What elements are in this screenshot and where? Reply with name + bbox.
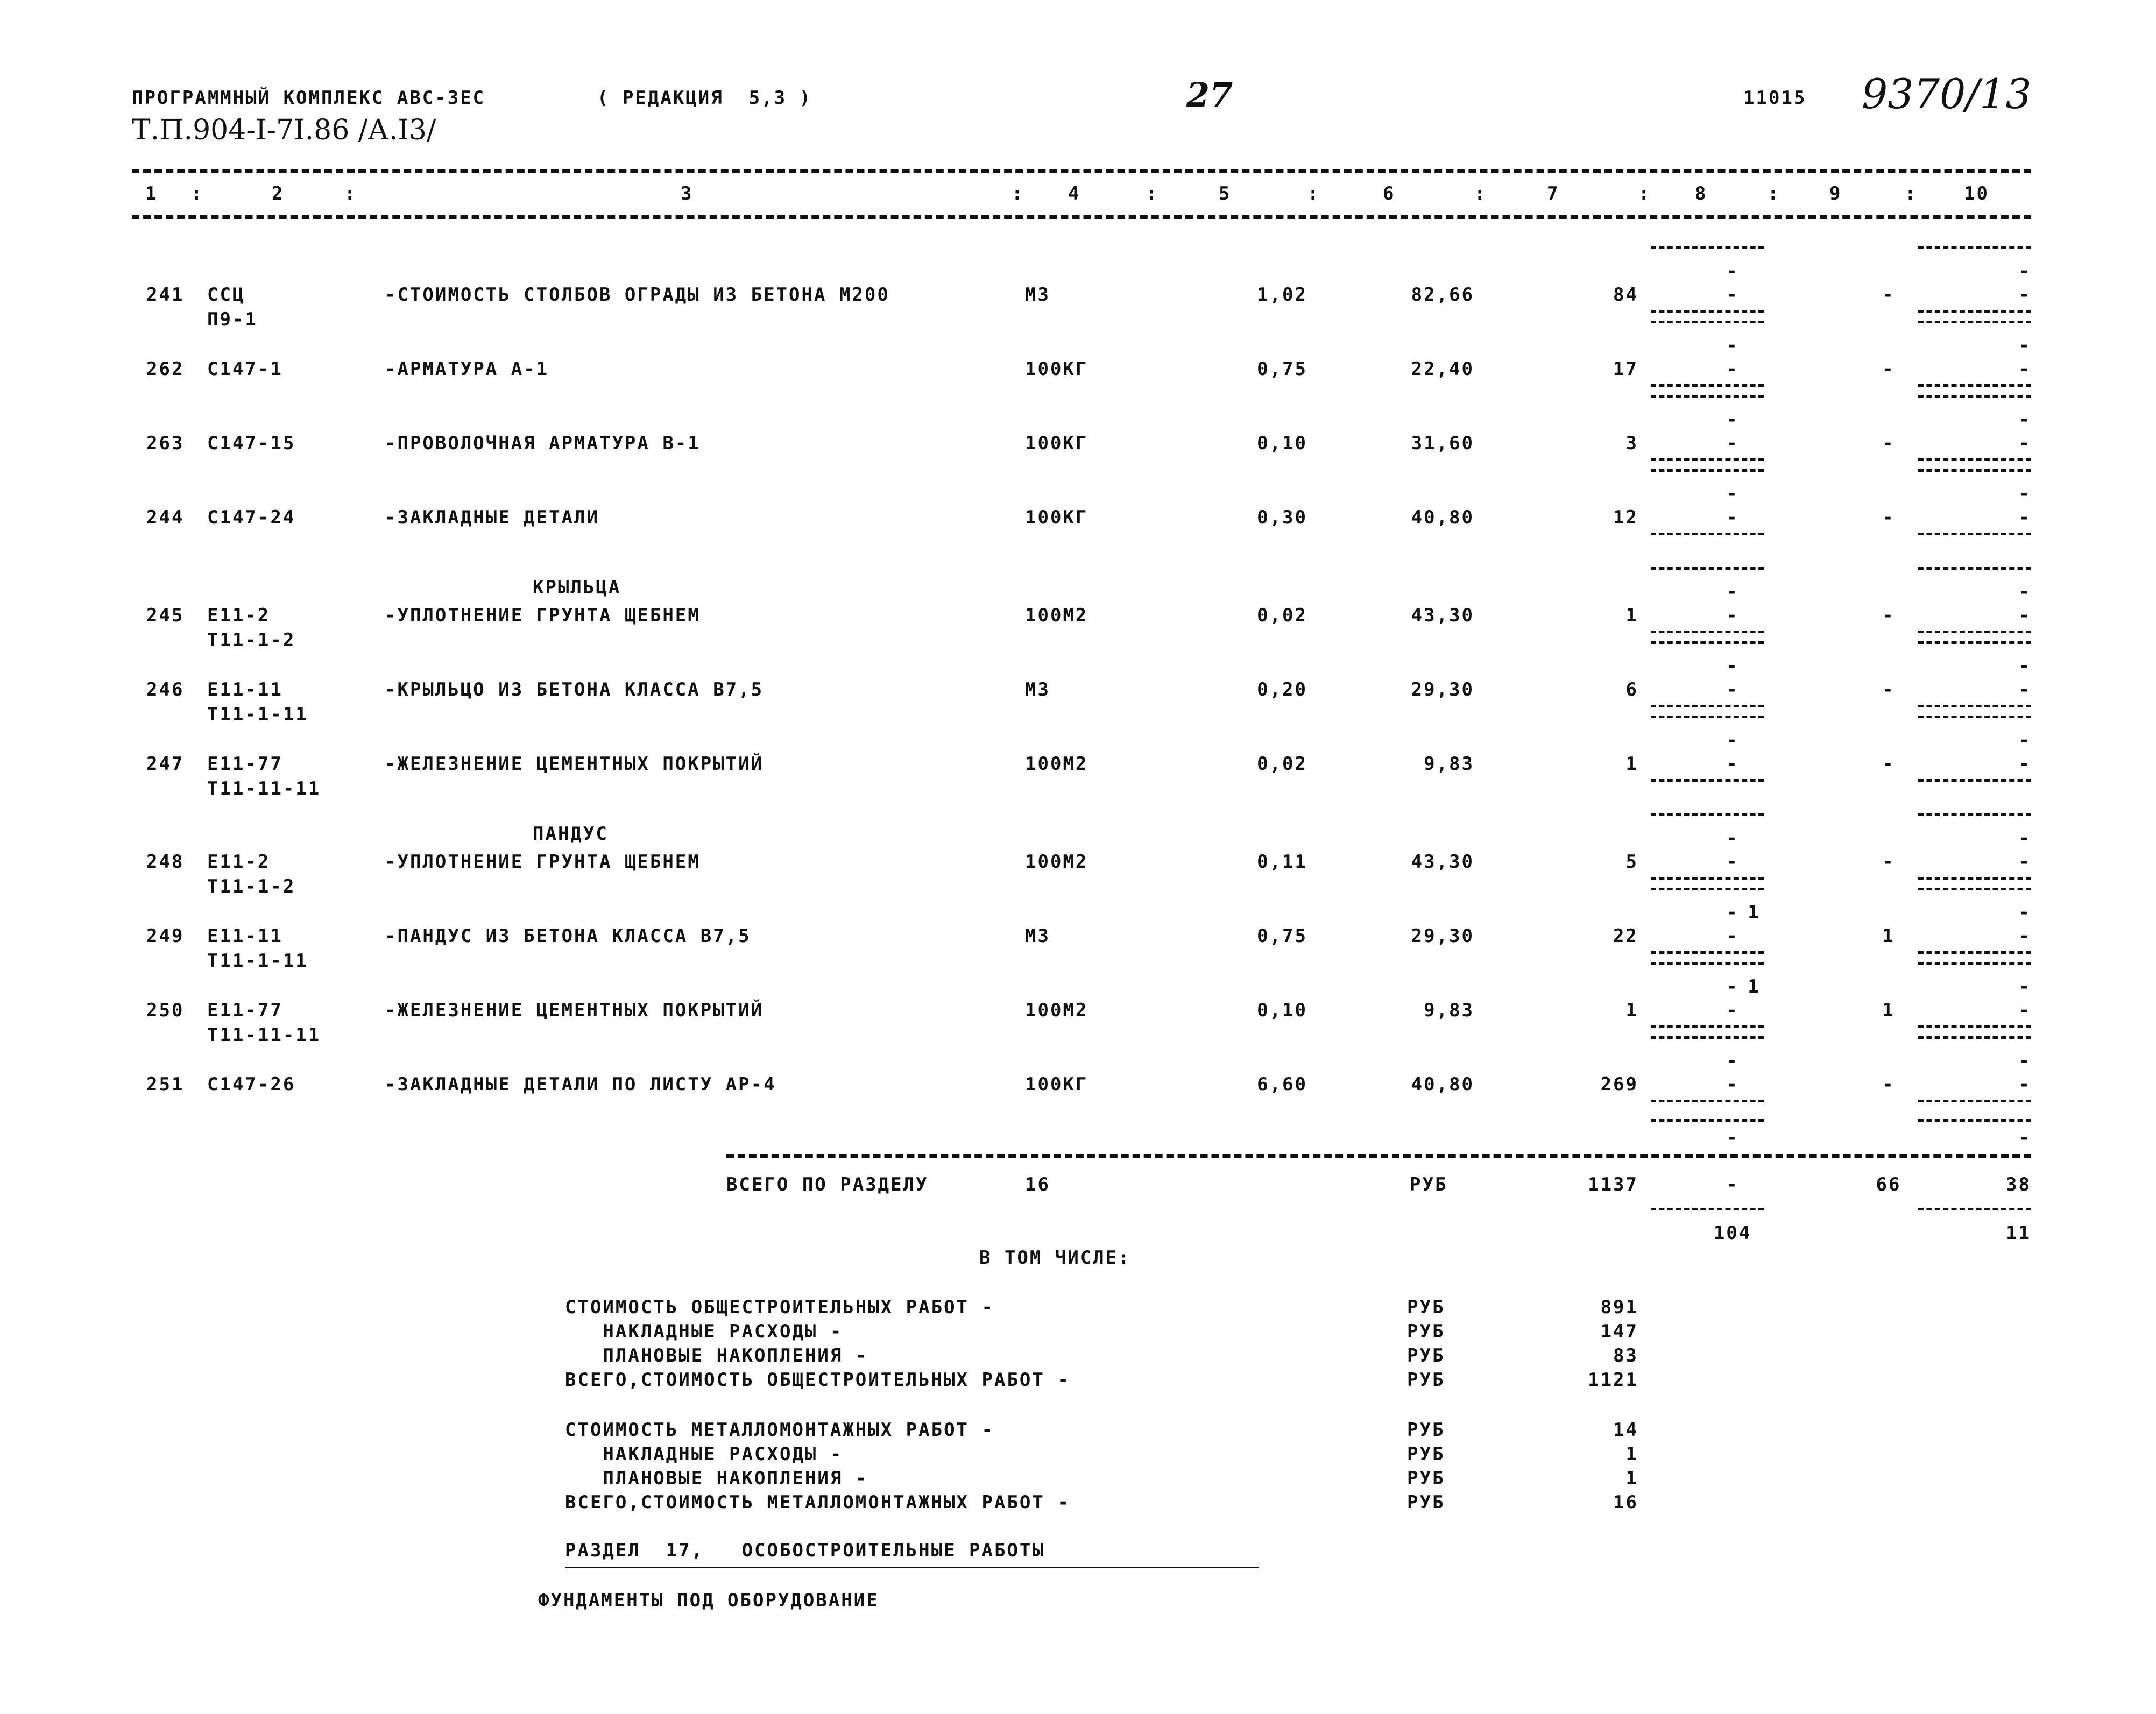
row-unit-price: 9,83 [1424,1000,1474,1021]
totals-amount: 1137 [1588,1174,1638,1195]
totals-col10-rule [1918,1208,2031,1210]
row-code-secondary: Т11-11-11 [207,1024,321,1046]
row-code: Е11-77 [207,1000,283,1021]
row-code-secondary: Т11-1-2 [207,876,296,897]
row-unit: М3 [1025,284,1050,306]
row-description: -СТОИМОСТЬ СТОЛБОВ ОГРАДЫ ИЗ БЕТОНА М200 [385,284,890,306]
column-number: 8 [1695,183,1708,204]
row-description: -УПЛОТНЕНИЕ ГРУНТА ЩЕБНЕМ [385,605,701,626]
col10-rule-bottom [1918,310,2031,313]
including-label: В ТОМ ЧИСЛЕ: [979,1247,1131,1269]
row-description: -УПЛОТНЕНИЕ ГРУНТА ЩЕБНЕМ [385,851,701,873]
col10-rule-bottom [1918,877,2031,880]
row-col9: - [1882,605,1895,626]
row-unit: М3 [1025,679,1050,700]
row-quantity: 0,75 [1257,925,1307,947]
column-separator: : [1146,183,1159,204]
row-quantity: 0,02 [1257,753,1307,775]
col8-tick: - [1726,1127,1739,1149]
summary-value: 16 [1613,1492,1638,1513]
row-code-secondary: Т11-1-2 [207,629,296,651]
row-number: 244 [146,507,185,528]
col8-rule-bottom [1651,310,1764,313]
row-number: 249 [146,925,185,947]
col10-tick: - [2018,655,2031,677]
column-separator: : [1768,183,1780,204]
col10-tick: - [2018,581,2031,603]
row-code: С147-26 [207,1074,296,1095]
col8-rule-bottom [1651,384,1764,387]
row-number: 241 [146,284,185,306]
col10-rule-bottom [1918,951,2031,954]
col10-rule-bottom [1918,779,2031,782]
col8-rule-bottom [1651,705,1764,707]
row-code: С147-15 [207,433,296,454]
summary-value: 1 [1625,1468,1638,1489]
section-heading: ПАНДУС [533,823,609,845]
row-unit-price: 43,30 [1411,605,1474,626]
row-col9: - [1882,358,1895,380]
col8-tick: - [1726,581,1739,603]
document-code: 11015 [1743,87,1807,109]
row-number: 245 [146,605,185,626]
row-number: 248 [146,851,185,873]
col10-tick: - [2018,1127,2031,1149]
col8-rule-bottom [1651,1100,1764,1102]
column-separator: : [1307,183,1320,204]
row-col9: - [1882,1074,1895,1095]
summary-value: 147 [1600,1321,1638,1342]
row-number: 251 [146,1074,185,1095]
col8-rule-top [1651,888,1764,890]
col8-rule-top [1651,716,1764,718]
col10-rule-bottom [1918,1025,2031,1028]
col8-rule-bottom [1651,1025,1764,1028]
row-number: 263 [146,433,185,454]
row-description: -ЗАКЛАДНЫЕ ДЕТАЛИ ПО ЛИСТУ АР-4 [385,1074,776,1095]
col8-rule-top [1651,567,1764,570]
col10-tick: - [2018,827,2031,849]
summary-label: ВСЕГО,СТОИМОСТЬ ОБЩЕСТРОИТЕЛЬНЫХ РАБОТ - [565,1369,1070,1391]
summary-currency: РУБ [1407,1443,1445,1465]
column-number: 5 [1219,183,1232,204]
section-heading: КРЫЛЬЦА [533,577,621,598]
summary-label: НАКЛАДНЫЕ РАСХОДЫ - [565,1443,843,1465]
col8-rule-top [1651,469,1764,472]
summary-value: 891 [1600,1297,1638,1318]
column-separator: : [344,183,357,204]
col10-rule-top [1918,395,2031,398]
col10-rule-top [1918,641,2031,644]
row-col8: - [1726,433,1739,454]
column-separator: : [191,183,204,204]
row-total: 3 [1625,433,1638,454]
col10-tick: - [2018,483,2031,505]
col8-tick: - [1726,483,1739,505]
row-col10: - [2018,851,2031,873]
row-col10: - [2018,605,2031,626]
row-col8: - [1726,851,1739,873]
row-unit: 100КГ [1025,507,1088,528]
row-total: 6 [1625,679,1638,700]
totals-col9: 66 [1876,1174,1901,1195]
column-number: 10 [1964,183,1989,204]
row-number: 246 [146,679,185,700]
summary-label: ВСЕГО,СТОИМОСТЬ МЕТАЛЛОМОНТАЖНЫХ РАБОТ - [565,1492,1070,1513]
col8-rule-bottom [1651,877,1764,880]
row-unit-price: 29,30 [1411,925,1474,947]
row-col9: 1 [1882,925,1895,947]
totals-col8: - [1726,1174,1739,1195]
row-unit: 100М2 [1025,753,1088,775]
totals-currency: РУБ [1410,1174,1448,1195]
col10-rule-top [1918,1036,2031,1039]
totals-section: 16 [1025,1174,1050,1195]
col8-rule-top [1651,395,1764,398]
column-separator: : [1012,183,1024,204]
row-col10: - [2018,753,2031,775]
col8-rule-bottom [1651,951,1764,954]
row-col8: - [1726,925,1739,947]
row-total: 84 [1613,284,1638,306]
row-col10: - [2018,925,2031,947]
totals-col10-below: 11 [2006,1222,2031,1244]
col10-rule-bottom [1918,631,2031,633]
row-col9: - [1882,433,1895,454]
summary-currency: РУБ [1407,1419,1445,1441]
col10-rule-top [1918,567,2031,570]
row-col10: - [2018,679,2031,700]
row-unit-price: 40,80 [1411,507,1474,528]
row-col9: - [1882,679,1895,700]
row-total: 12 [1613,507,1638,528]
column-number: 2 [272,183,285,204]
col10-rule-top [1918,716,2031,718]
row-unit: 100М2 [1025,605,1088,626]
col8-tick: - [1726,655,1739,677]
row-total: 17 [1613,358,1638,380]
col10-rule-bottom [1918,705,2031,707]
next-section-title: РАЗДЕЛ 17, ОСОБОСТРОИТЕЛЬНЫЕ РАБОТЫ [565,1540,1045,1561]
summary-label: СТОИМОСТЬ ОБЩЕСТРОИТЕЛЬНЫХ РАБОТ - [565,1297,994,1318]
row-code: С147-1 [207,358,283,380]
row-col8: - [1726,679,1739,700]
row-code: Е11-11 [207,925,283,947]
summary-currency: РУБ [1407,1468,1445,1489]
totals-col10: 38 [2006,1174,2031,1195]
summary-currency: РУБ [1407,1369,1445,1391]
row-unit-price: 29,30 [1411,679,1474,700]
col8-tick: - [1726,729,1739,751]
summary-value: 1121 [1588,1369,1638,1391]
row-col8: - [1726,507,1739,528]
project-code: Т.П.904-I-7I.86 /А.I3/ [132,114,436,146]
row-quantity: 0,10 [1257,1000,1307,1021]
col8-rule-bottom [1651,631,1764,633]
row-col9: 1 [1882,1000,1895,1021]
edition-label: ( РЕДАКЦИЯ 5,3 ) [597,87,812,109]
col10-rule-top [1918,813,2031,816]
row-number: 250 [146,1000,185,1021]
next-section-subtitle: ФУНДАМЕНТЫ ПОД ОБОРУДОВАНИЕ [538,1590,879,1611]
summary-value: 1 [1625,1443,1638,1465]
summary-label: ПЛАНОВЫЕ НАКОПЛЕНИЯ - [565,1468,868,1489]
row-unit: М3 [1025,925,1050,947]
row-code-secondary: Т11-1-11 [207,950,308,972]
row-col8: - [1726,605,1739,626]
row-description: -ПРОВОЛОЧНАЯ АРМАТУРА В-1 [385,433,701,454]
col8-rule-top [1651,962,1764,965]
row-unit: 100КГ [1025,358,1088,380]
row-col10: - [2018,1000,2031,1021]
row-quantity: 0,02 [1257,605,1307,626]
col10-rule-bottom [1918,458,2031,461]
row-description: -КРЫЛЬЦО ИЗ БЕТОНА КЛАССА В7,5 [385,679,764,700]
summary-value: 14 [1613,1419,1638,1441]
col8-tick: - [1726,409,1739,430]
row-quantity: 1,02 [1257,284,1307,306]
column-separator: : [1474,183,1487,204]
col8-rule-top [1651,321,1764,323]
row-total: 22 [1613,925,1638,947]
row-quantity: 0,30 [1257,507,1307,528]
column-separator: : [1905,183,1918,204]
col8-rule-top [1651,1036,1764,1039]
next-section-underline [565,1566,1259,1573]
row-number: 247 [146,753,185,775]
col8-rule-top [1651,246,1764,249]
row-code: С147-24 [207,507,296,528]
totals-col8-below: 104 [1713,1222,1752,1244]
row-unit-price: 40,80 [1411,1074,1474,1095]
row-code: Е11-11 [207,679,283,700]
row-description: -ЗАКЛАДНЫЕ ДЕТАЛИ [385,507,599,528]
handwritten-reference: 9370/13 [1862,70,2032,118]
col10-tick: - [2018,1050,2031,1072]
col10-rule-top [1918,962,2031,965]
col10-tick: - [2018,729,2031,751]
row-col8-upper: 1 [1748,976,1761,997]
row-unit: 100М2 [1025,1000,1088,1021]
col10-rule-top [1918,1119,2031,1122]
row-unit: 100М2 [1025,851,1088,873]
row-description: -ЖЕЛЕЗНЕНИЕ ЦЕМЕНТНЫХ ПОКРЫТИЙ [385,1000,764,1021]
row-col8: - [1726,284,1739,306]
row-quantity: 0,20 [1257,679,1307,700]
row-col9: - [1882,851,1895,873]
col8-rule-top [1651,813,1764,816]
column-number: 6 [1383,183,1396,204]
summary-label: НАКЛАДНЫЕ РАСХОДЫ - [565,1321,843,1342]
col10-tick: - [2018,976,2031,997]
summary-currency: РУБ [1407,1297,1445,1318]
row-col8: - [1726,1000,1739,1021]
row-total: 1 [1625,753,1638,775]
row-code: Е11-77 [207,753,283,775]
col10-rule-top [1918,321,2031,323]
summary-value: 83 [1613,1345,1638,1366]
row-col8: - [1726,358,1739,380]
row-unit: 100КГ [1025,1074,1088,1095]
summary-currency: РУБ [1407,1345,1445,1366]
row-description: -ПАНДУС ИЗ БЕТОНА КЛАССА В7,5 [385,925,751,947]
column-number: 1 [145,183,158,204]
totals-rule [726,1154,2031,1158]
summary-currency: РУБ [1407,1321,1445,1342]
col10-tick: - [2018,335,2031,356]
header-top-rule [132,169,2031,173]
col10-rule-bottom [1918,1100,2031,1102]
row-quantity: 0,75 [1257,358,1307,380]
col8-tick: - [1726,976,1739,997]
col8-tick: - [1726,260,1739,282]
col8-rule-top [1651,641,1764,644]
row-code: ССЦ [207,284,245,306]
col10-tick: - [2018,902,2031,923]
row-unit-price: 82,66 [1411,284,1474,306]
row-unit-price: 22,40 [1411,358,1474,380]
col10-rule-bottom [1918,533,2031,535]
col8-tick: - [1726,902,1739,923]
row-quantity: 6,60 [1257,1074,1307,1095]
row-unit: 100КГ [1025,433,1088,454]
summary-label: ПЛАНОВЫЕ НАКОПЛЕНИЯ - [565,1345,868,1366]
row-col10: - [2018,284,2031,306]
column-number: 4 [1068,183,1081,204]
row-code-secondary: П9-1 [207,309,258,330]
col8-tick: - [1726,1050,1739,1072]
program-title: ПРОГРАММНЫЙ КОМПЛЕКС АВС-ЗЕС [132,87,486,109]
col8-rule-bottom [1651,533,1764,535]
totals-col8-rule [1651,1208,1764,1210]
column-number: 9 [1829,183,1842,204]
row-description: -АРМАТУРА А-1 [385,358,549,380]
row-col8: - [1726,753,1739,775]
row-col8-upper: 1 [1748,902,1761,923]
row-unit-price: 31,60 [1411,433,1474,454]
row-col10: - [2018,1074,2031,1095]
row-total: 5 [1625,851,1638,873]
row-quantity: 0,10 [1257,433,1307,454]
header-bottom-rule [132,215,2031,219]
row-col9: - [1882,753,1895,775]
row-unit-price: 43,30 [1411,851,1474,873]
row-col8: - [1726,1074,1739,1095]
row-total: 1 [1625,605,1638,626]
row-col9: - [1882,507,1895,528]
col10-rule-top [1918,888,2031,890]
row-code-secondary: Т11-11-11 [207,778,321,799]
col8-rule-bottom [1651,458,1764,461]
row-code: Е11-2 [207,605,271,626]
row-total: 269 [1600,1074,1638,1095]
summary-currency: РУБ [1407,1492,1445,1513]
row-col10: - [2018,358,2031,380]
row-col10: - [2018,433,2031,454]
row-quantity: 0,11 [1257,851,1307,873]
row-number: 262 [146,358,185,380]
totals-label: ВСЕГО ПО РАЗДЕЛУ [726,1174,929,1195]
column-number: 7 [1547,183,1560,204]
col8-rule-top [1651,1119,1764,1122]
row-col10: - [2018,507,2031,528]
row-total: 1 [1625,1000,1638,1021]
col10-tick: - [2018,409,2031,430]
col10-rule-top [1918,469,2031,472]
row-col9: - [1882,284,1895,306]
col8-rule-bottom [1651,779,1764,782]
row-unit-price: 9,83 [1424,753,1474,775]
row-code: Е11-2 [207,851,271,873]
col10-rule-top [1918,246,2031,249]
column-number: 3 [681,183,694,204]
col8-tick: - [1726,335,1739,356]
row-code-secondary: Т11-1-11 [207,704,308,725]
row-description: -ЖЕЛЕЗНЕНИЕ ЦЕМЕНТНЫХ ПОКРЫТИЙ [385,753,764,775]
col10-rule-bottom [1918,384,2031,387]
page-number: 27 [1186,75,1233,115]
col8-tick: - [1726,827,1739,849]
col10-tick: - [2018,260,2031,282]
column-separator: : [1638,183,1651,204]
summary-label: СТОИМОСТЬ МЕТАЛЛОМОНТАЖНЫХ РАБОТ - [565,1419,994,1441]
